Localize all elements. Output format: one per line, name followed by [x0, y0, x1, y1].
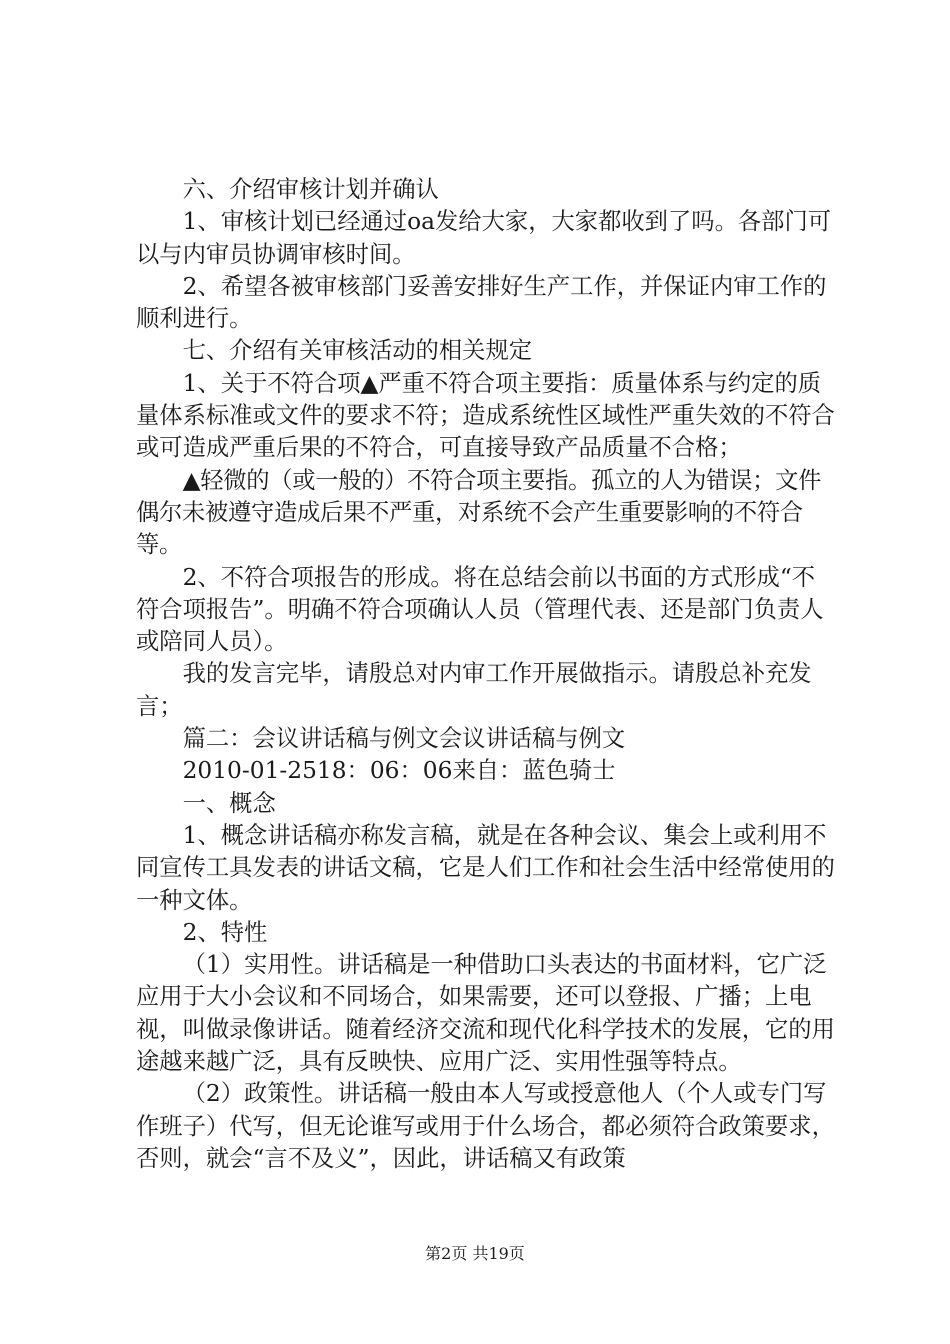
- document-body: [136, 174, 836, 1175]
- paragraph-characteristics-heading: 2、特性: [182, 918, 268, 946]
- paragraph-practicality: （1）实用性。讲话稿是一种借助口头表达的书面材料，它广泛应用于大小会议和不同场合，如果需要，还可以登报、广播；上电视，叫做录像讲话。随着经济交流和现代化科学技术的发展，它的用途越来越广泛，具有反映快、应用广泛、实用性强等特点。: [136, 951, 835, 1076]
- paragraph-arrange-production: 2、希望各被审核部门妥善安排好生产工作，并保证内审工作的顺利进行。: [136, 272, 827, 333]
- paragraph-date-source: 2010-01-2518：06：06来自：蓝色骑士: [182, 757, 616, 785]
- paragraph-section-6-heading: 六、介绍审核计划并确认: [182, 176, 439, 203]
- paragraph-policy-nature: （2）政策性。讲话稿一般由本人写或授意他人（个人或专门写作班子）代写，但无论谁写或用于什么场合，都必须符合政策要求，否则，就会“言不及义”，因此，讲话稿又有政策: [136, 1080, 835, 1172]
- paragraph-nonconformity-report: 2、不符合项报告的形成。将在总结会前以书面的方式形成“不符合项报告”。明确不符合项确认人员（管理代表、还是部门负责人或陪同人员）。: [136, 563, 824, 656]
- page-footer: 第2页 共19页: [425, 1244, 525, 1263]
- paragraph-serious-nonconformity: 1、关于不符合项▲严重不符合项主要指：质量体系与约定的质量体系标准或文件的要求不符；造成系统性区域性严重失效的不符合或可造成严重后果的不符合，可直接导致产品质量不合格；: [136, 369, 835, 462]
- paragraph-concept-definition: 1、概念讲话稿亦称发言稿，就是在各种会议、集会上或利用不同宣传工具发表的讲话文稿，它是人们工作和社会生活中经常使用的一种文体。: [136, 821, 835, 914]
- paragraph-minor-nonconformity: ▲轻微的（或一般的）不符合项主要指。孤立的人为错误；文件偶尔未被遵守造成后果不严重，对系统不会产生重要影响的不符合等。: [136, 466, 822, 559]
- paragraph-section-7-heading: 七、介绍有关审核活动的相关规定: [182, 337, 533, 365]
- paragraph-part-2-title: 篇二：会议讲话稿与例文会议讲话稿与例文: [182, 725, 626, 753]
- paragraph-closing-remarks: 我的发言完毕，请殷总对内审工作开展做指示。请殷总补充发言；: [136, 660, 812, 720]
- paragraph-concept-heading: 一、概念: [182, 789, 276, 817]
- paragraph-audit-plan-sent: 1、审核计划已经通过oa发给大家，大家都收到了吗。各部门可以与内审员协调审核时间。: [136, 208, 832, 268]
